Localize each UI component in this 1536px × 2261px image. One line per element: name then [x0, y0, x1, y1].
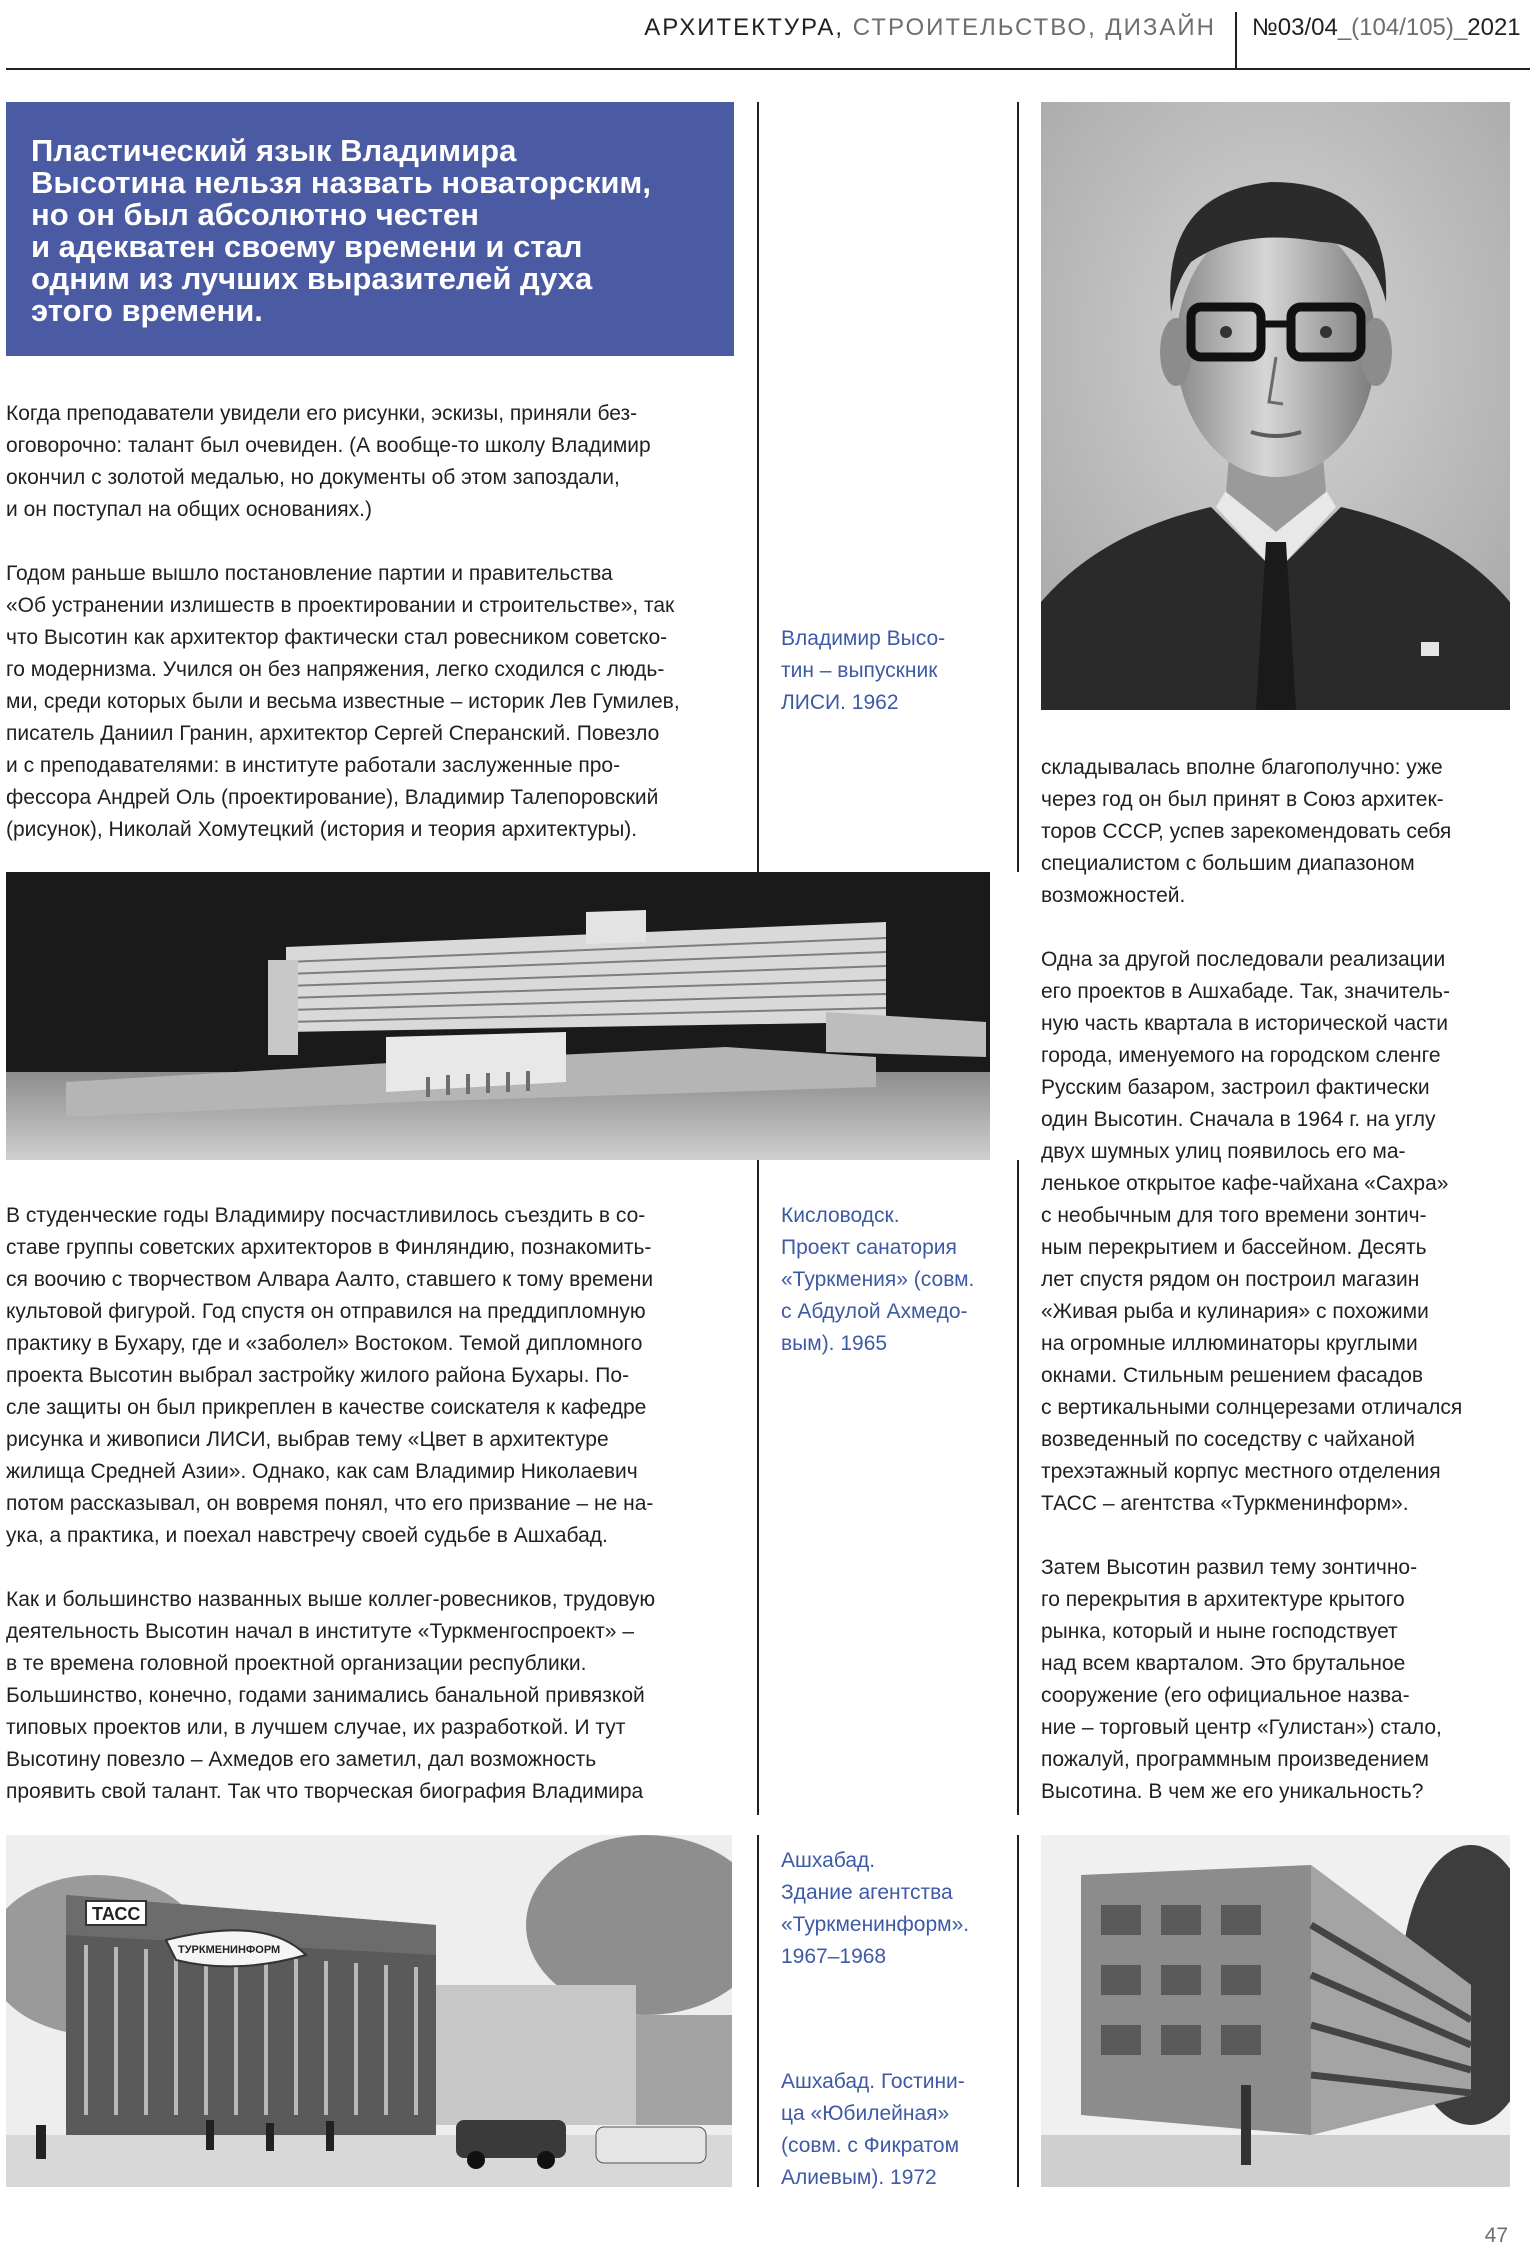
text-line: культовой фигурой. Год спустя он отправился на преддипломную [6, 1300, 646, 1323]
caption-line: 1967–1968 [781, 1945, 887, 1968]
quote-line: но он был абсолютно честен [31, 197, 479, 232]
hotel-image [1041, 1835, 1510, 2187]
caption-line: Здание агентства [781, 1881, 953, 1904]
header-separator [1235, 12, 1237, 68]
column-rule-left [757, 102, 759, 872]
caption-line: с Абдулой Ахмедо- [781, 1300, 968, 1323]
caption-line: Кисловодск. [781, 1204, 900, 1227]
text-line: жилища Средней Азии». Однако, как сам Владимир Николаевич [6, 1460, 638, 1483]
sanatorium-photo [6, 872, 990, 1160]
text-line: Большинство, конечно, годами занимались банальной привязкой [6, 1684, 645, 1707]
tass-building-image [6, 1835, 732, 2187]
text-line: ние – торговый центр «Гулистан») стало, [1041, 1716, 1442, 1739]
text-line: практику в Бухару, где и «заболел» Востоком. Темой дипломного [6, 1332, 643, 1355]
text-line: проявить свой талант. Так что творческая биография Владимира [6, 1780, 644, 1803]
text-line: окнами. Стильным решением фасадов [1041, 1364, 1424, 1387]
issue-range: _(104/105)_ [1337, 14, 1468, 41]
quote-line: и адекватен своему времени и стал [31, 229, 583, 264]
header-section-light: СТРОИТЕЛЬСТВО, ДИЗАЙН [844, 14, 1216, 41]
text-line: Русским базаром, застроил фактически [1041, 1076, 1430, 1099]
quote-line: Высотина нельзя назвать новаторским, [31, 165, 651, 200]
text-line: двух шумных улиц появилось его ма- [1041, 1140, 1406, 1163]
text-line: фессора Андрей Оль (проектирование), Владимир Талепоровский [6, 786, 659, 809]
text-line: лет спустя рядом он построил магазин [1041, 1268, 1420, 1291]
caption-line: ца «Юбилейная» [781, 2102, 950, 2125]
caption-hotel [781, 2066, 965, 2194]
text-line: возможностей. [1041, 884, 1186, 907]
quote-line: этого времени. [31, 293, 263, 328]
text-line: деятельность Высотин начал в институте «Туркменгоспроект» – [6, 1620, 635, 1643]
text-line: (рисунок), Николай Хомутецкий (история и теория архитектуры). [6, 818, 638, 841]
text-line: на огромные иллюминаторы круглыми [1041, 1332, 1418, 1355]
text-line: и он поступал на общих основаниях.) [6, 498, 372, 521]
text-line: специалистом с большим диапазоном [1041, 852, 1415, 875]
caption-line: «Туркменинформ». [781, 1913, 970, 1936]
sanatorium-image [6, 872, 990, 1160]
text-line: с необычным для того времени зонтич- [1041, 1204, 1427, 1227]
column-rule-left-mid [757, 1160, 759, 1815]
paragraph [1041, 944, 1521, 1520]
caption-line: Ашхабад. [781, 1849, 876, 1872]
body-text-intro [6, 398, 746, 878]
tass-front-sign: ТУРКМЕНИНФОРМ [178, 1944, 281, 1956]
running-header-issue [1252, 14, 1521, 42]
text-line: сле защиты он был прикреплен в качестве соискателя к кафедре [6, 1396, 647, 1419]
text-line: ным перекрытием и бассейном. Десять [1041, 1236, 1427, 1259]
text-line: что Высотин как архитектор фактически стал ровесником советско- [6, 626, 668, 649]
text-line: его проектов в Ашхабаде. Так, значитель- [1041, 980, 1450, 1003]
running-header-section [644, 14, 1216, 42]
text-line: Годом раньше вышло постановление партии и правительства [6, 562, 613, 585]
text-line: проекта Высотин выбрал застройку жилого района Бухары. По- [6, 1364, 630, 1387]
paragraph [6, 558, 746, 846]
quote-line: одним из лучших выразителей духа [31, 261, 593, 296]
caption-line: вым). 1965 [781, 1332, 888, 1355]
text-line: города, именуемого на городском сленге [1041, 1044, 1441, 1067]
column-rule-left-bottom [757, 1835, 759, 2187]
text-line: потом рассказывал, он вовремя понял, что его призвание – не на- [6, 1492, 654, 1515]
paragraph [6, 1584, 746, 1808]
text-line: В студенческие годы Владимиру посчастливилось съездить в со- [6, 1204, 646, 1227]
column-rule-right-bottom [1017, 1835, 1019, 2187]
column-rule-right-mid [1017, 1160, 1019, 1815]
text-line: ленькое открытое кафе-чайхана «Сахра» [1041, 1172, 1449, 1195]
text-line: ную часть квартала в исторической части [1041, 1012, 1448, 1035]
text-line: ставе группы советских архитекторов в Финляндию, познакомить- [6, 1236, 652, 1259]
text-line: трехэтажный корпус местного отделения [1041, 1460, 1441, 1483]
paragraph [1041, 752, 1521, 912]
text-line: ТАСС – агентства «Туркменинформ». [1041, 1492, 1409, 1515]
text-line: Высотина. В чем же его уникальность? [1041, 1780, 1424, 1803]
paragraph [6, 1200, 746, 1552]
text-line: ся воочию с творчеством Алвара Аалто, ставшего к тому времени [6, 1268, 654, 1291]
text-line: го перекрытия в архитектуре крытого [1041, 1588, 1405, 1611]
text-line: типовых проектов или, в лучшем случае, их разработкой. И тут [6, 1716, 626, 1739]
issue-year: 2021 [1467, 14, 1521, 41]
text-line: в те времена головной проектной организации республики. [6, 1652, 587, 1675]
quote-line: Пластический язык Владимира [31, 133, 517, 168]
text-line: писатель Даниил Гранин, архитектор Сергей Сперанский. Повезло [6, 722, 660, 745]
issue-number: №03/04 [1252, 14, 1338, 41]
caption-line: «Туркмения» (совм. [781, 1268, 975, 1291]
caption-line: Владимир Высо- [781, 627, 946, 650]
text-line: возведенный по соседству с чайханой [1041, 1428, 1415, 1451]
text-line: рынка, который и ныне господствует [1041, 1620, 1398, 1643]
caption-line: ЛИСИ. 1962 [781, 691, 899, 714]
text-line: через год он был принят в Союз архитек- [1041, 788, 1444, 811]
pull-quote [6, 102, 734, 356]
tass-roof-sign: ТАСС [92, 1904, 141, 1924]
text-line: над всем кварталом. Это брутальное [1041, 1652, 1406, 1675]
tass-building-photo [6, 1835, 732, 2187]
text-line: рисунка и живописи ЛИСИ, выбрав тему «Цвет в архитектуре [6, 1428, 609, 1451]
portrait-image [1041, 102, 1510, 710]
text-line: «Живая рыба и кулинария» с похожими [1041, 1300, 1429, 1323]
text-line: окончил с золотой медалью, но документы об этом запоздали, [6, 466, 620, 489]
text-line: оговорочно: талант был очевиден. (А вообще-то школу Владимир [6, 434, 651, 457]
text-line: Когда преподаватели увидели его рисунки, эскизы, приняли без- [6, 402, 638, 425]
column-rule-right [1017, 102, 1019, 872]
text-line: го модернизма. Учился он без напряжения, легко сходился с людь- [6, 658, 665, 681]
hotel-photo [1041, 1835, 1510, 2187]
text-line: ми, среди которых были и весьма известные – историк Лев Гумилев, [6, 690, 680, 713]
text-line: и с преподавателями: в институте работали заслуженные про- [6, 754, 621, 777]
body-text-main [6, 1200, 746, 1840]
text-line: один Высотин. Сначала в 1964 г. на углу [1041, 1108, 1436, 1131]
caption-line: (совм. с Фикратом [781, 2134, 960, 2157]
header-rule [6, 68, 1530, 70]
text-line: Одна за другой последовали реализации [1041, 948, 1446, 971]
text-line: сооружение (его официальное назва- [1041, 1684, 1410, 1707]
header-section-dark: АРХИТЕКТУРА, [644, 14, 845, 41]
paragraph [6, 398, 746, 526]
caption-line: Проект санатория [781, 1236, 957, 1259]
caption-line: тин – выпускник [781, 659, 938, 682]
text-line: с вертикальными солнцерезами отличался [1041, 1396, 1463, 1419]
text-line: складывалась вполне благополучно: уже [1041, 756, 1443, 779]
paragraph [1041, 1552, 1521, 1808]
text-line: Как и большинство названных выше коллег-ровесников, трудовую [6, 1588, 656, 1611]
caption-tass [781, 1845, 969, 1973]
text-line: ука, а практика, и поехал навстречу своей судьбе в Ашхабад. [6, 1524, 608, 1547]
portrait-photo [1041, 102, 1510, 710]
text-line: торов СССР, успев зарекомендовать себя [1041, 820, 1452, 843]
caption-line: Алиевым). 1972 [781, 2166, 937, 2189]
body-text-right [1041, 752, 1521, 1840]
text-line: Затем Высотин развил тему зонтично- [1041, 1556, 1418, 1579]
pull-quote-text [31, 135, 714, 327]
caption-sanatorium [781, 1200, 974, 1360]
caption-line: Ашхабад. Гостини- [781, 2070, 965, 2093]
page-number: 47 [1484, 2224, 1508, 2247]
text-line: Высотину повезло – Ахмедов его заметил, дал возможность [6, 1748, 597, 1771]
text-line: «Об устранении излишеств в проектировании и строительстве», так [6, 594, 675, 617]
caption-portrait [781, 623, 945, 719]
text-line: пожалуй, программным произведением [1041, 1748, 1429, 1771]
